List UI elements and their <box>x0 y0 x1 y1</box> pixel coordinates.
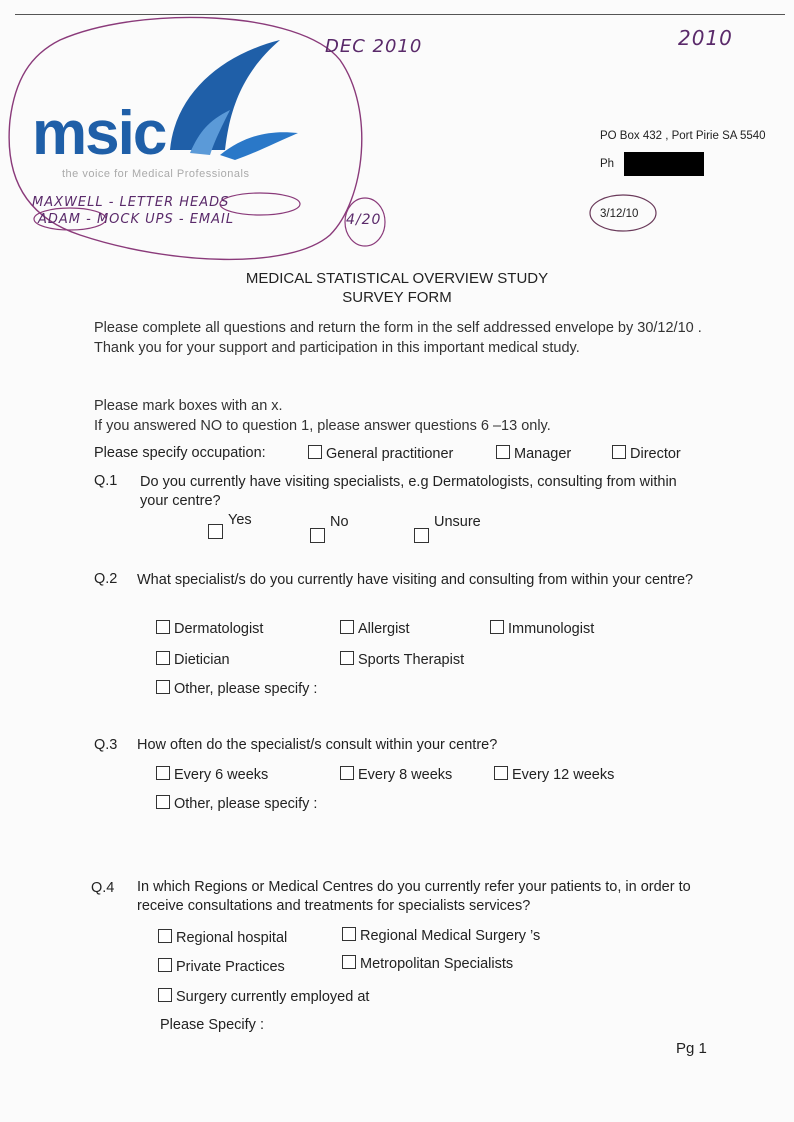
q2-number: Q.2 <box>94 571 118 587</box>
handwritten-date: DEC 2010 <box>325 36 423 57</box>
handwritten-year: 2010 <box>678 26 733 50</box>
q1-number: Q.1 <box>94 473 118 489</box>
q2-other[interactable]: Other, please specify : <box>156 680 317 697</box>
checkbox[interactable] <box>308 445 322 459</box>
checkbox[interactable] <box>494 766 508 780</box>
q3-number: Q.3 <box>94 737 118 753</box>
q4-private-practices[interactable]: Private Practices <box>158 958 285 975</box>
q2-dietician[interactable]: Dietician <box>156 651 230 668</box>
redacted-phone <box>624 152 704 176</box>
q4-number: Q.4 <box>91 880 115 896</box>
occupation-manager[interactable]: Manager <box>496 445 571 462</box>
q1-yes-checkbox[interactable] <box>208 524 223 539</box>
handwritten-note-2: ADAM - MOCK UPS - EMAIL <box>38 212 235 227</box>
intro-paragraph: Please complete all questions and return the form in the self addressed envelope by 30/12/10 . Thank you for your support and participation in this important medical study. <box>94 320 702 356</box>
q4-regional-hospital[interactable]: Regional hospital <box>158 929 287 946</box>
q1-text: Do you currently have visiting specialists, e.g Dermatologists, consulting from within your centre? <box>140 474 677 509</box>
logo-text: msic <box>32 99 166 168</box>
occupation-label: Please specify occupation: <box>94 445 266 461</box>
q1-no-label: No <box>330 514 349 530</box>
q2-text: What specialist/s do you currently have visiting and consulting from within your centre? <box>137 572 694 588</box>
q1-unsure-checkbox[interactable] <box>414 528 429 543</box>
form-title: MEDICAL STATISTICAL OVERVIEW STUDY <box>245 270 549 287</box>
q3-every-12-weeks[interactable]: Every 12 weeks <box>494 766 614 783</box>
instruction-mark-boxes: Please mark boxes with an x. <box>94 398 283 414</box>
circled-date: 3/12/10 <box>600 208 639 220</box>
q2-sports-therapist[interactable]: Sports Therapist <box>340 651 464 668</box>
phone-label: Ph <box>600 158 615 170</box>
checkbox[interactable] <box>156 651 170 665</box>
q1-no-checkbox[interactable] <box>310 528 325 543</box>
q2-dermatologist[interactable]: Dermatologist <box>156 620 263 637</box>
q1-unsure-label: Unsure <box>434 514 481 530</box>
form-subtitle: SURVEY FORM <box>342 289 452 306</box>
checkbox[interactable] <box>158 929 172 943</box>
q4-text: In which Regions or Medical Centres do you currently refer your patients to, in order to receive consultations and treatments for specialists services? <box>137 879 691 914</box>
checkbox[interactable] <box>156 766 170 780</box>
checkbox[interactable] <box>158 958 172 972</box>
checkbox[interactable] <box>340 620 354 634</box>
checkbox[interactable] <box>496 445 510 459</box>
q2-immunologist[interactable]: Immunologist <box>490 620 594 637</box>
q2-allergist[interactable]: Allergist <box>340 620 410 637</box>
q4-metropolitan-specialists[interactable]: Metropolitan Specialists <box>342 955 513 972</box>
checkbox[interactable] <box>340 766 354 780</box>
q4-regional-medical-surgery[interactable]: Regional Medical Surgery ’s <box>342 927 540 944</box>
checkbox[interactable] <box>490 620 504 634</box>
checkbox[interactable] <box>156 620 170 634</box>
po-box-address: PO Box 432 , Port Pirie SA 5540 <box>600 130 766 142</box>
instruction-q1-no: If you answered NO to question 1, please answer questions 6 –13 only. <box>94 418 551 434</box>
q4-surgery-employed[interactable]: Surgery currently employed at <box>158 988 369 1005</box>
q4-please-specify: Please Specify : <box>160 1017 264 1033</box>
q1-yes-label: Yes <box>228 512 252 528</box>
checkbox[interactable] <box>156 795 170 809</box>
occupation-gp[interactable]: General practitioner <box>308 445 453 462</box>
checkbox[interactable] <box>340 651 354 665</box>
logo-tagline: the voice for Medical Professionals <box>62 168 250 180</box>
q3-every-8-weeks[interactable]: Every 8 weeks <box>340 766 452 783</box>
checkbox[interactable] <box>342 955 356 969</box>
checkbox[interactable] <box>342 927 356 941</box>
checkbox[interactable] <box>156 680 170 694</box>
handwritten-note-1: MAXWELL - LETTER HEADS <box>32 195 230 210</box>
logo-leaf-graphic <box>150 35 300 160</box>
checkbox[interactable] <box>612 445 626 459</box>
q3-other[interactable]: Other, please specify : <box>156 795 317 812</box>
occupation-director[interactable]: Director <box>612 445 681 462</box>
page-number: Pg 1 <box>676 1040 707 1057</box>
handwritten-fraction: 4/20 <box>346 212 382 228</box>
q3-text: How often do the specialist/s consult within your centre? <box>137 737 498 753</box>
checkbox[interactable] <box>158 988 172 1002</box>
q3-every-6-weeks[interactable]: Every 6 weeks <box>156 766 268 783</box>
